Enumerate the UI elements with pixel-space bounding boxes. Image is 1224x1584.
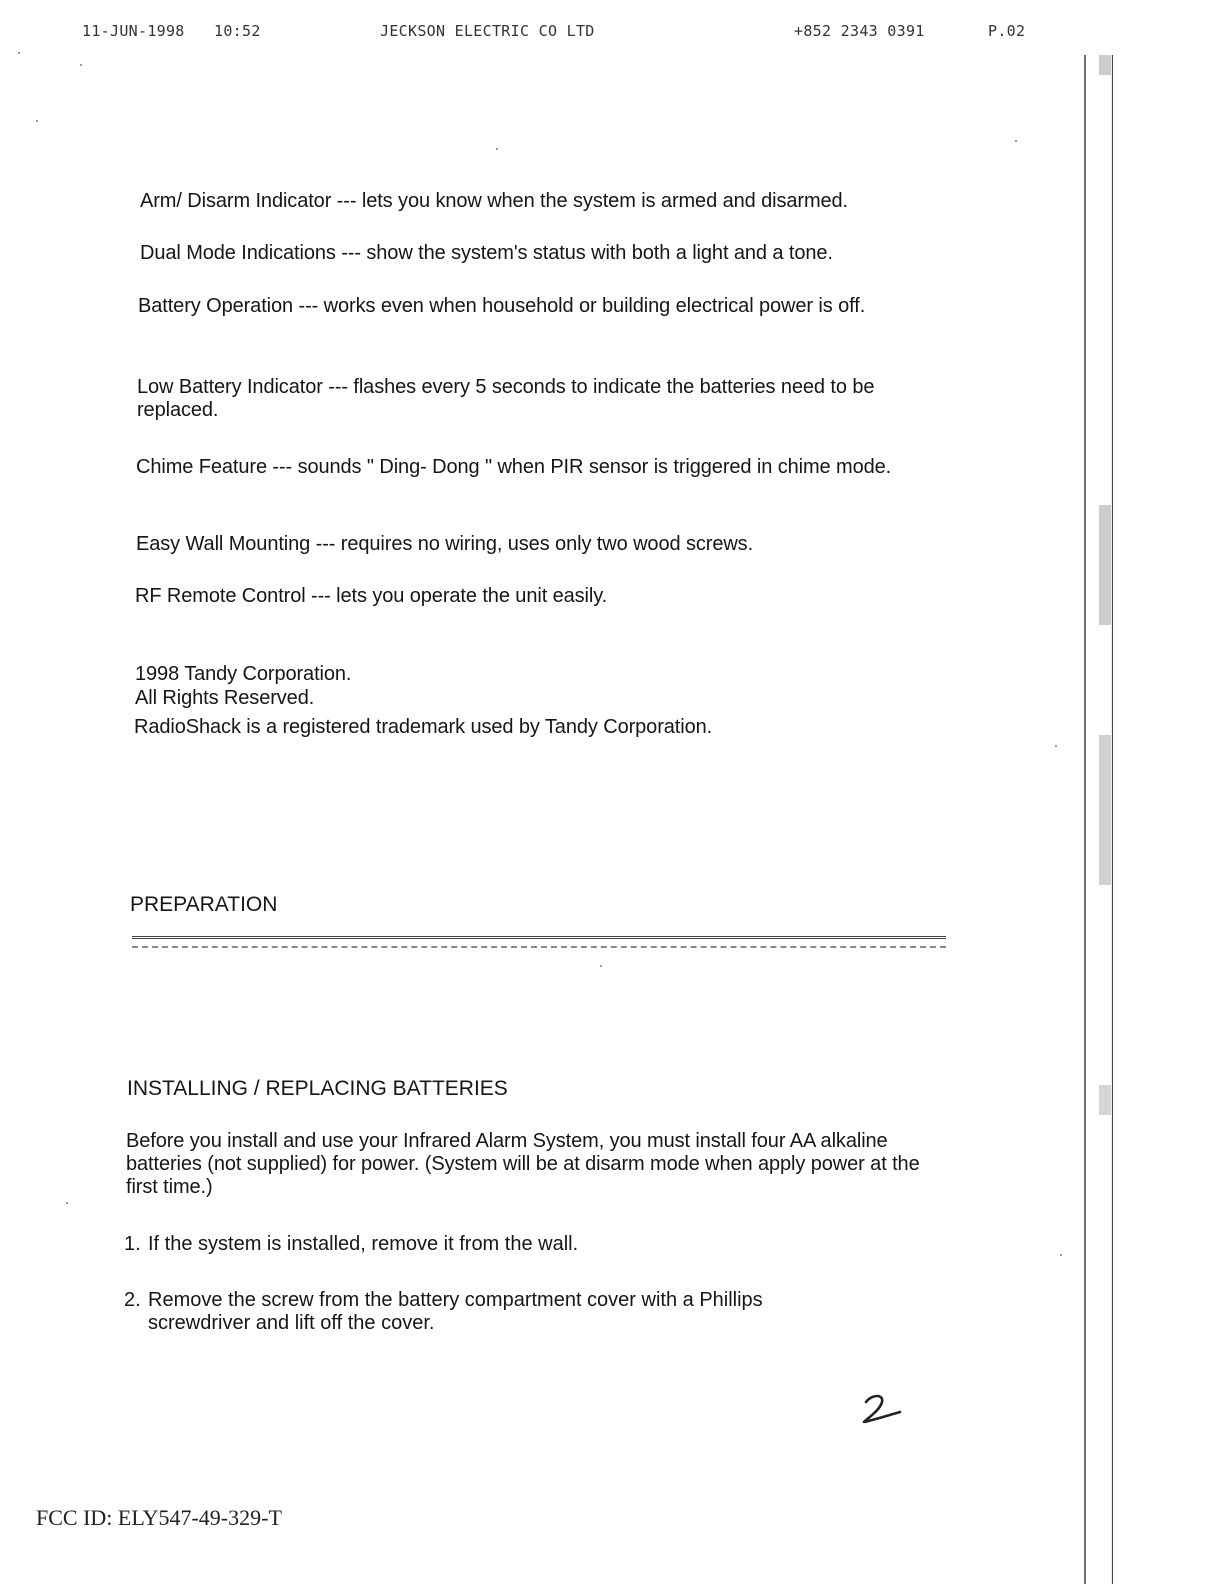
step-number: 2. (124, 1289, 141, 1311)
fax-date: 11-JUN-1998 (82, 22, 185, 40)
step-text: Remove the screw from the battery compartment cover with a Phillips screwdriver and lift off the cover. (148, 1289, 763, 1334)
fax-phone-number: +852 2343 0391 (794, 22, 925, 40)
list-item (124, 1233, 868, 1256)
scan-noise (1015, 140, 1017, 142)
list-item (124, 1289, 868, 1335)
step-text: If the system is installed, remove it from the wall. (148, 1233, 579, 1255)
scan-noise (80, 64, 82, 66)
fax-sender-company: JECKSON ELECTRIC CO LTD (380, 22, 595, 40)
scan-noise (600, 965, 602, 967)
step-number: 1. (124, 1233, 141, 1255)
feature-easy-wall-mounting: Easy Wall Mounting --- requires no wiring, uses only two wood screws. (136, 533, 754, 555)
scan-noise (18, 52, 20, 54)
fcc-id: FCC ID: ELY547-49-329-T (36, 1505, 282, 1530)
battery-intro-paragraph: Before you install and use your Infrared Alarm System, you must install four AA alkaline batteries (not supplied) for power. (System will be at disarm mode when apply power at the first time.) (126, 1130, 920, 1198)
copyright-line: 1998 Tandy Corporation. (135, 663, 352, 685)
fax-page-number: P.02 (988, 22, 1026, 40)
heading-underline-divider (132, 936, 946, 948)
handwritten-page-mark (860, 1392, 904, 1426)
trademark-line: RadioShack is a registered trademark used by Tandy Corporation. (134, 716, 713, 738)
battery-section-heading: INSTALLING / REPLACING BATTERIES (127, 1077, 508, 1100)
scan-noise (36, 120, 38, 122)
preparation-heading: PREPARATION (130, 893, 278, 916)
feature-dual-mode-indications: Dual Mode Indications --- show the system's status with both a light and a tone. (140, 242, 833, 264)
fax-header (0, 22, 1224, 44)
rights-reserved-line: All Rights Reserved. (135, 687, 315, 709)
feature-rf-remote-control: RF Remote Control --- lets you operate the unit easily. (135, 585, 608, 607)
scan-noise (1060, 1254, 1062, 1256)
scan-noise (66, 1202, 68, 1204)
scan-noise (1055, 745, 1057, 747)
feature-low-battery-indicator: Low Battery Indicator --- flashes every 5 seconds to indicate the batteries need to be replaced. (137, 376, 875, 421)
feature-battery-operation: Battery Operation --- works even when household or building electrical power is off. (138, 295, 866, 317)
fax-time: 10:52 (214, 22, 261, 40)
feature-arm-disarm-indicator: Arm/ Disarm Indicator --- lets you know when the system is armed and disarmed. (140, 190, 849, 212)
fax-edge-artifact (1083, 55, 1113, 1584)
scan-noise (496, 148, 498, 150)
feature-chime: Chime Feature --- sounds " Ding- Dong " when PIR sensor is triggered in chime mode. (136, 456, 892, 478)
